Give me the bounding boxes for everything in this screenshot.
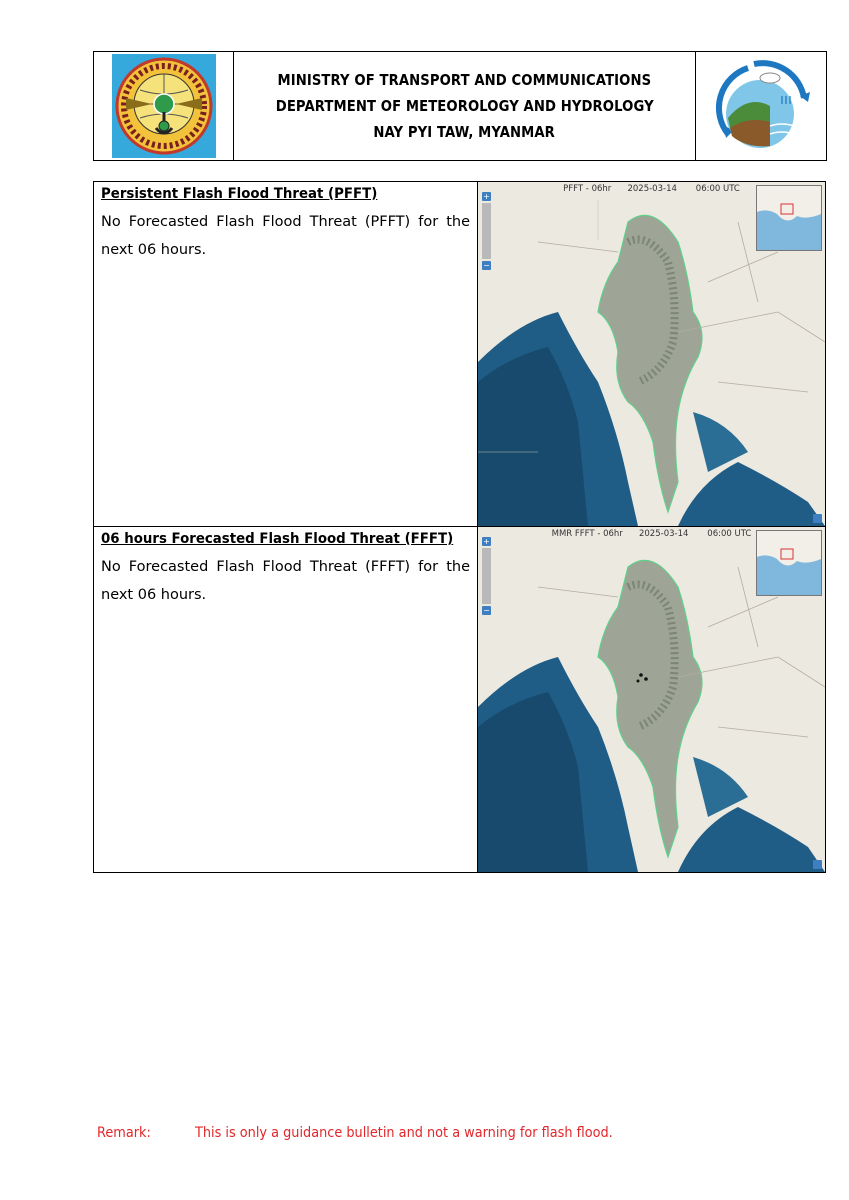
zoom-slider[interactable] bbox=[482, 203, 491, 259]
ffft-text-cell bbox=[94, 527, 478, 872]
zoom-in-button[interactable]: + bbox=[483, 537, 490, 546]
ffft-row bbox=[94, 527, 825, 872]
map-layers-button[interactable] bbox=[813, 860, 822, 869]
pfft-zoom-control[interactable] bbox=[482, 192, 492, 272]
ffft-title: 06 hours Forecasted Flash Flood Threat (FFFT) bbox=[101, 531, 454, 547]
hydrological-cycle-logo-icon bbox=[708, 56, 814, 156]
map-layers-button[interactable] bbox=[813, 514, 822, 523]
remark-label: Remark: bbox=[97, 1125, 151, 1141]
pfft-row bbox=[94, 182, 825, 527]
location-name: NAY PYI TAW, MYANMAR bbox=[373, 123, 556, 141]
remark-text: This is only a guidance bulletin and not a warning for flash flood. bbox=[195, 1125, 613, 1141]
ministry-name: MINISTRY OF TRANSPORT AND COMMUNICATIONS bbox=[277, 71, 652, 89]
ffft-map-caption: MMR FFFT - 06hr 2025-03-14 06:00 UTC bbox=[551, 529, 752, 539]
ministry-logo-cell bbox=[94, 52, 234, 160]
pfft-overview-inset[interactable] bbox=[756, 185, 822, 251]
ffft-zoom-control[interactable] bbox=[482, 537, 492, 617]
pfft-map-caption: PFFT - 06hr 2025-03-14 06:00 UTC bbox=[563, 184, 740, 194]
letterhead bbox=[93, 51, 827, 161]
pfft-text-cell bbox=[94, 182, 478, 526]
zoom-slider[interactable] bbox=[482, 548, 491, 604]
zoom-out-button[interactable]: − bbox=[483, 606, 490, 615]
overview-map-icon bbox=[757, 186, 821, 250]
zoom-in-button[interactable]: + bbox=[483, 192, 490, 201]
pfft-title: Persistent Flash Flood Threat (PFFT) bbox=[101, 186, 378, 202]
bulletin-table bbox=[93, 181, 826, 873]
pfft-description: No Forecasted Flash Flood Threat (PFFT) for the next 06 hours. bbox=[101, 214, 470, 258]
ffft-map[interactable] bbox=[478, 527, 825, 872]
pfft-map[interactable] bbox=[478, 182, 825, 526]
department-logo-cell bbox=[695, 52, 826, 160]
ffft-description: No Forecasted Flash Flood Threat (FFFT) for the next 06 hours. bbox=[101, 559, 470, 603]
overview-map-icon bbox=[757, 531, 821, 595]
ffft-overview-inset[interactable] bbox=[756, 530, 822, 596]
letterhead-titles bbox=[234, 52, 695, 160]
ministry-emblem-icon bbox=[112, 54, 216, 158]
zoom-out-button[interactable]: − bbox=[483, 261, 490, 270]
department-name: DEPARTMENT OF METEOROLOGY AND HYDROLOGY bbox=[275, 97, 654, 115]
